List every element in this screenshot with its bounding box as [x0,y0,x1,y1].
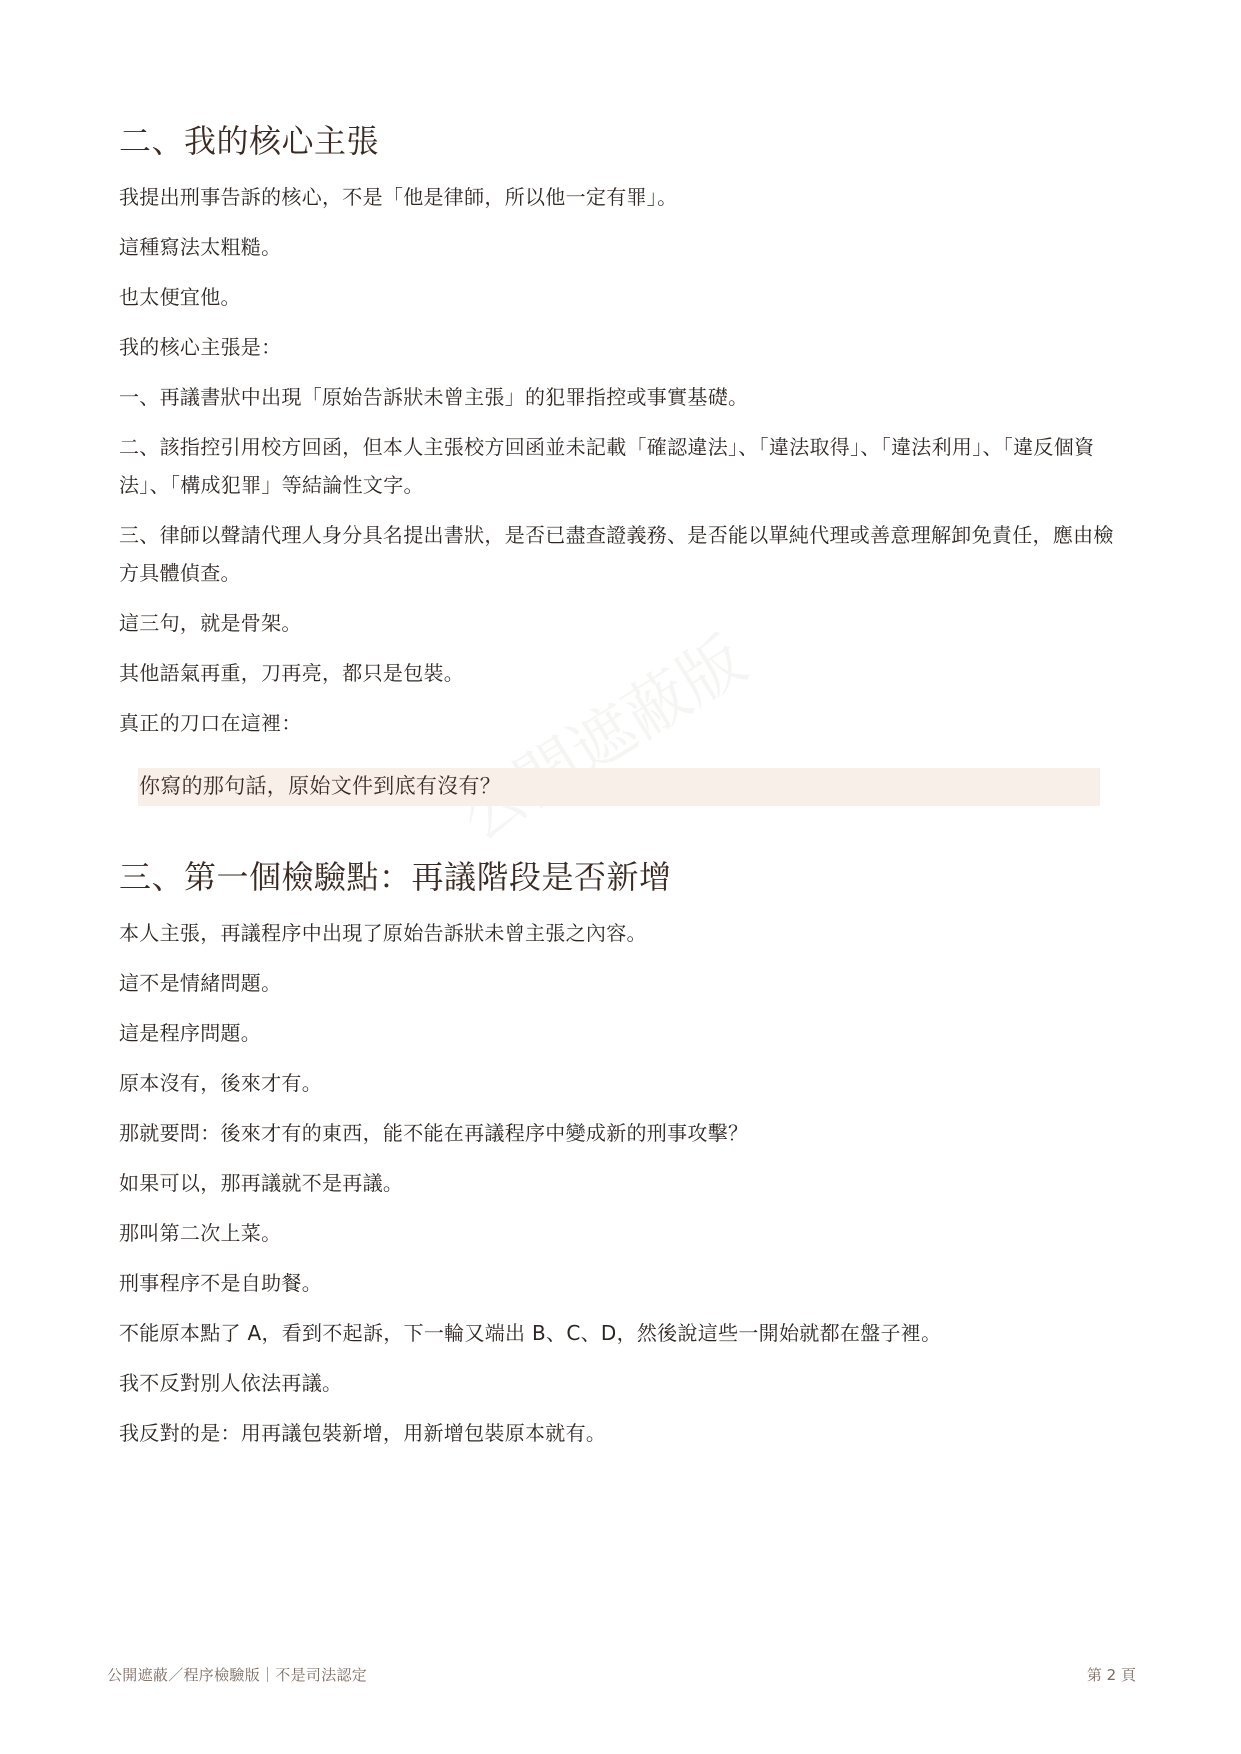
paragraph: 這三句，就是骨架。 [119,611,302,635]
highlighted-quote: 你寫的那句話，原始文件到底有沒有？ [138,768,1100,806]
section-3-heading: 三、第一個檢驗點：再議階段是否新增 [119,858,672,896]
paragraph: 這種寫法太粗糙。 [119,235,282,259]
paragraph: 二、該指控引用校方回函，但本人主張校方回函並未記載「確認違法」、「違法取得」、「違法利用」、「違反個資法」、「構成犯罪」等結論性文字。 [119,435,1095,497]
footer-disclaimer: 公開遮蔽／程序檢驗版｜不是司法認定 [107,1666,368,1684]
paragraph: 刑事程序不是自助餐。 [119,1271,322,1295]
paragraph: 也太便宜他。 [119,285,241,309]
paragraph: 不能原本點了 A，看到不起訴，下一輪又端出 B、C、D，然後說這些一開始就都在盤子裡。 [119,1321,942,1345]
paragraph: 一、再議書狀中出現「原始告訴狀未曾主張」的犯罪指控或事實基礎。 [119,385,749,409]
page-content [119,116,1119,1452]
paragraph: 三、律師以聲請代理人身分具名提出書狀，是否已盡查證義務、是否能以單純代理或善意理解卸免責任，應由檢方具體偵查。 [119,523,1114,585]
paragraph: 真正的刀口在這裡： [119,711,302,735]
section-2-heading: 二、我的核心主張 [119,122,380,160]
paragraph: 這不是情緒問題。 [119,971,282,995]
paragraph: 如果可以，那再議就不是再議。 [119,1171,404,1195]
paragraph: 我提出刑事告訴的核心，不是「他是律師，所以他一定有罪」。 [119,185,678,209]
paragraph: 其他語氣再重，刀再亮，都只是包裝。 [119,661,465,685]
paragraph: 本人主張，再議程序中出現了原始告訴狀未曾主張之內容。 [119,921,647,945]
paragraph: 我不反對別人依法再議。 [119,1371,343,1395]
watermark: 公開遮蔽版 [447,623,759,856]
page-number: 第 2 頁 [1086,1666,1136,1684]
paragraph: 那就要問：後來才有的東西，能不能在再議程序中變成新的刑事攻擊？ [119,1121,749,1145]
paragraph: 我的核心主張是： [119,335,282,359]
paragraph: 我反對的是：用再議包裝新增，用新增包裝原本就有。 [119,1421,607,1445]
paragraph: 這是程序問題。 [119,1021,262,1045]
paragraph: 那叫第二次上菜。 [119,1221,282,1245]
paragraph: 原本沒有，後來才有。 [119,1071,322,1095]
